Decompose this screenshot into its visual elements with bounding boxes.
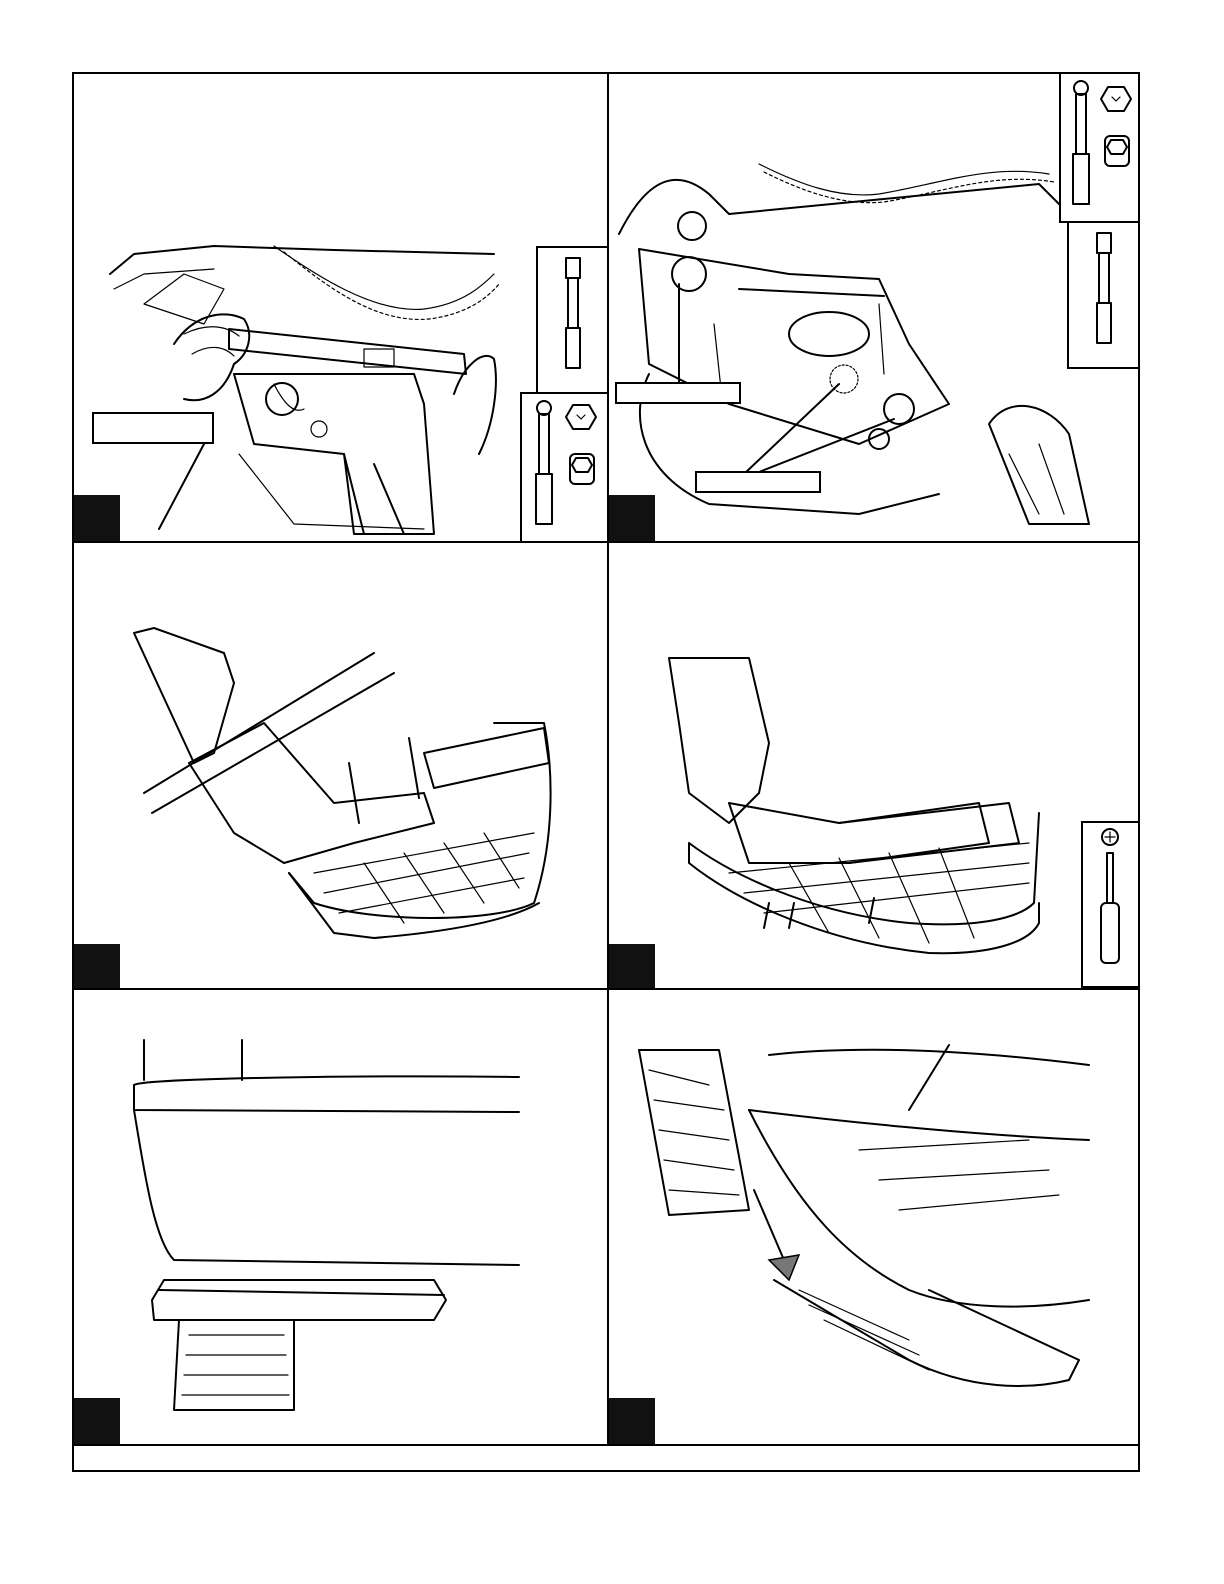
extension-tool-box bbox=[536, 246, 607, 394]
step-5-illustration bbox=[74, 990, 607, 1444]
step-4-badge bbox=[609, 944, 655, 988]
extension-bar-icon bbox=[538, 248, 607, 392]
step-5-badge bbox=[74, 1398, 120, 1444]
step-4-panel bbox=[609, 543, 1138, 988]
step-1-badge bbox=[74, 495, 120, 541]
screwdriver-icon bbox=[1083, 823, 1138, 986]
callout-label-box bbox=[92, 412, 214, 444]
step-3-badge bbox=[74, 944, 120, 988]
step-3-panel bbox=[74, 543, 607, 988]
socket-icon bbox=[566, 448, 598, 488]
step-6-badge bbox=[609, 1398, 655, 1444]
footer-bar bbox=[74, 1446, 1138, 1472]
step-1-panel bbox=[74, 74, 607, 541]
step-4-illustration bbox=[609, 543, 1138, 988]
socket-icon bbox=[1101, 130, 1133, 170]
torque-tool-box bbox=[520, 392, 607, 541]
step-6-illustration bbox=[609, 990, 1138, 1444]
torque-tool-box-2 bbox=[1059, 74, 1138, 223]
step-2-badge bbox=[609, 495, 655, 541]
extension-tool-box-2 bbox=[1067, 221, 1138, 369]
instruction-sheet bbox=[72, 72, 1140, 1472]
step-6-panel bbox=[609, 990, 1138, 1444]
nut-callout-box bbox=[615, 382, 741, 404]
hex-nut-icon bbox=[1099, 84, 1133, 114]
torx-tool-box bbox=[1081, 821, 1138, 988]
hex-nut-icon bbox=[564, 402, 598, 432]
step-2-panel bbox=[609, 74, 1138, 541]
step-5-panel bbox=[74, 990, 607, 1444]
step-3-illustration bbox=[74, 543, 607, 988]
bolt-callout-box bbox=[695, 471, 821, 493]
extension-bar-icon bbox=[1069, 223, 1138, 367]
